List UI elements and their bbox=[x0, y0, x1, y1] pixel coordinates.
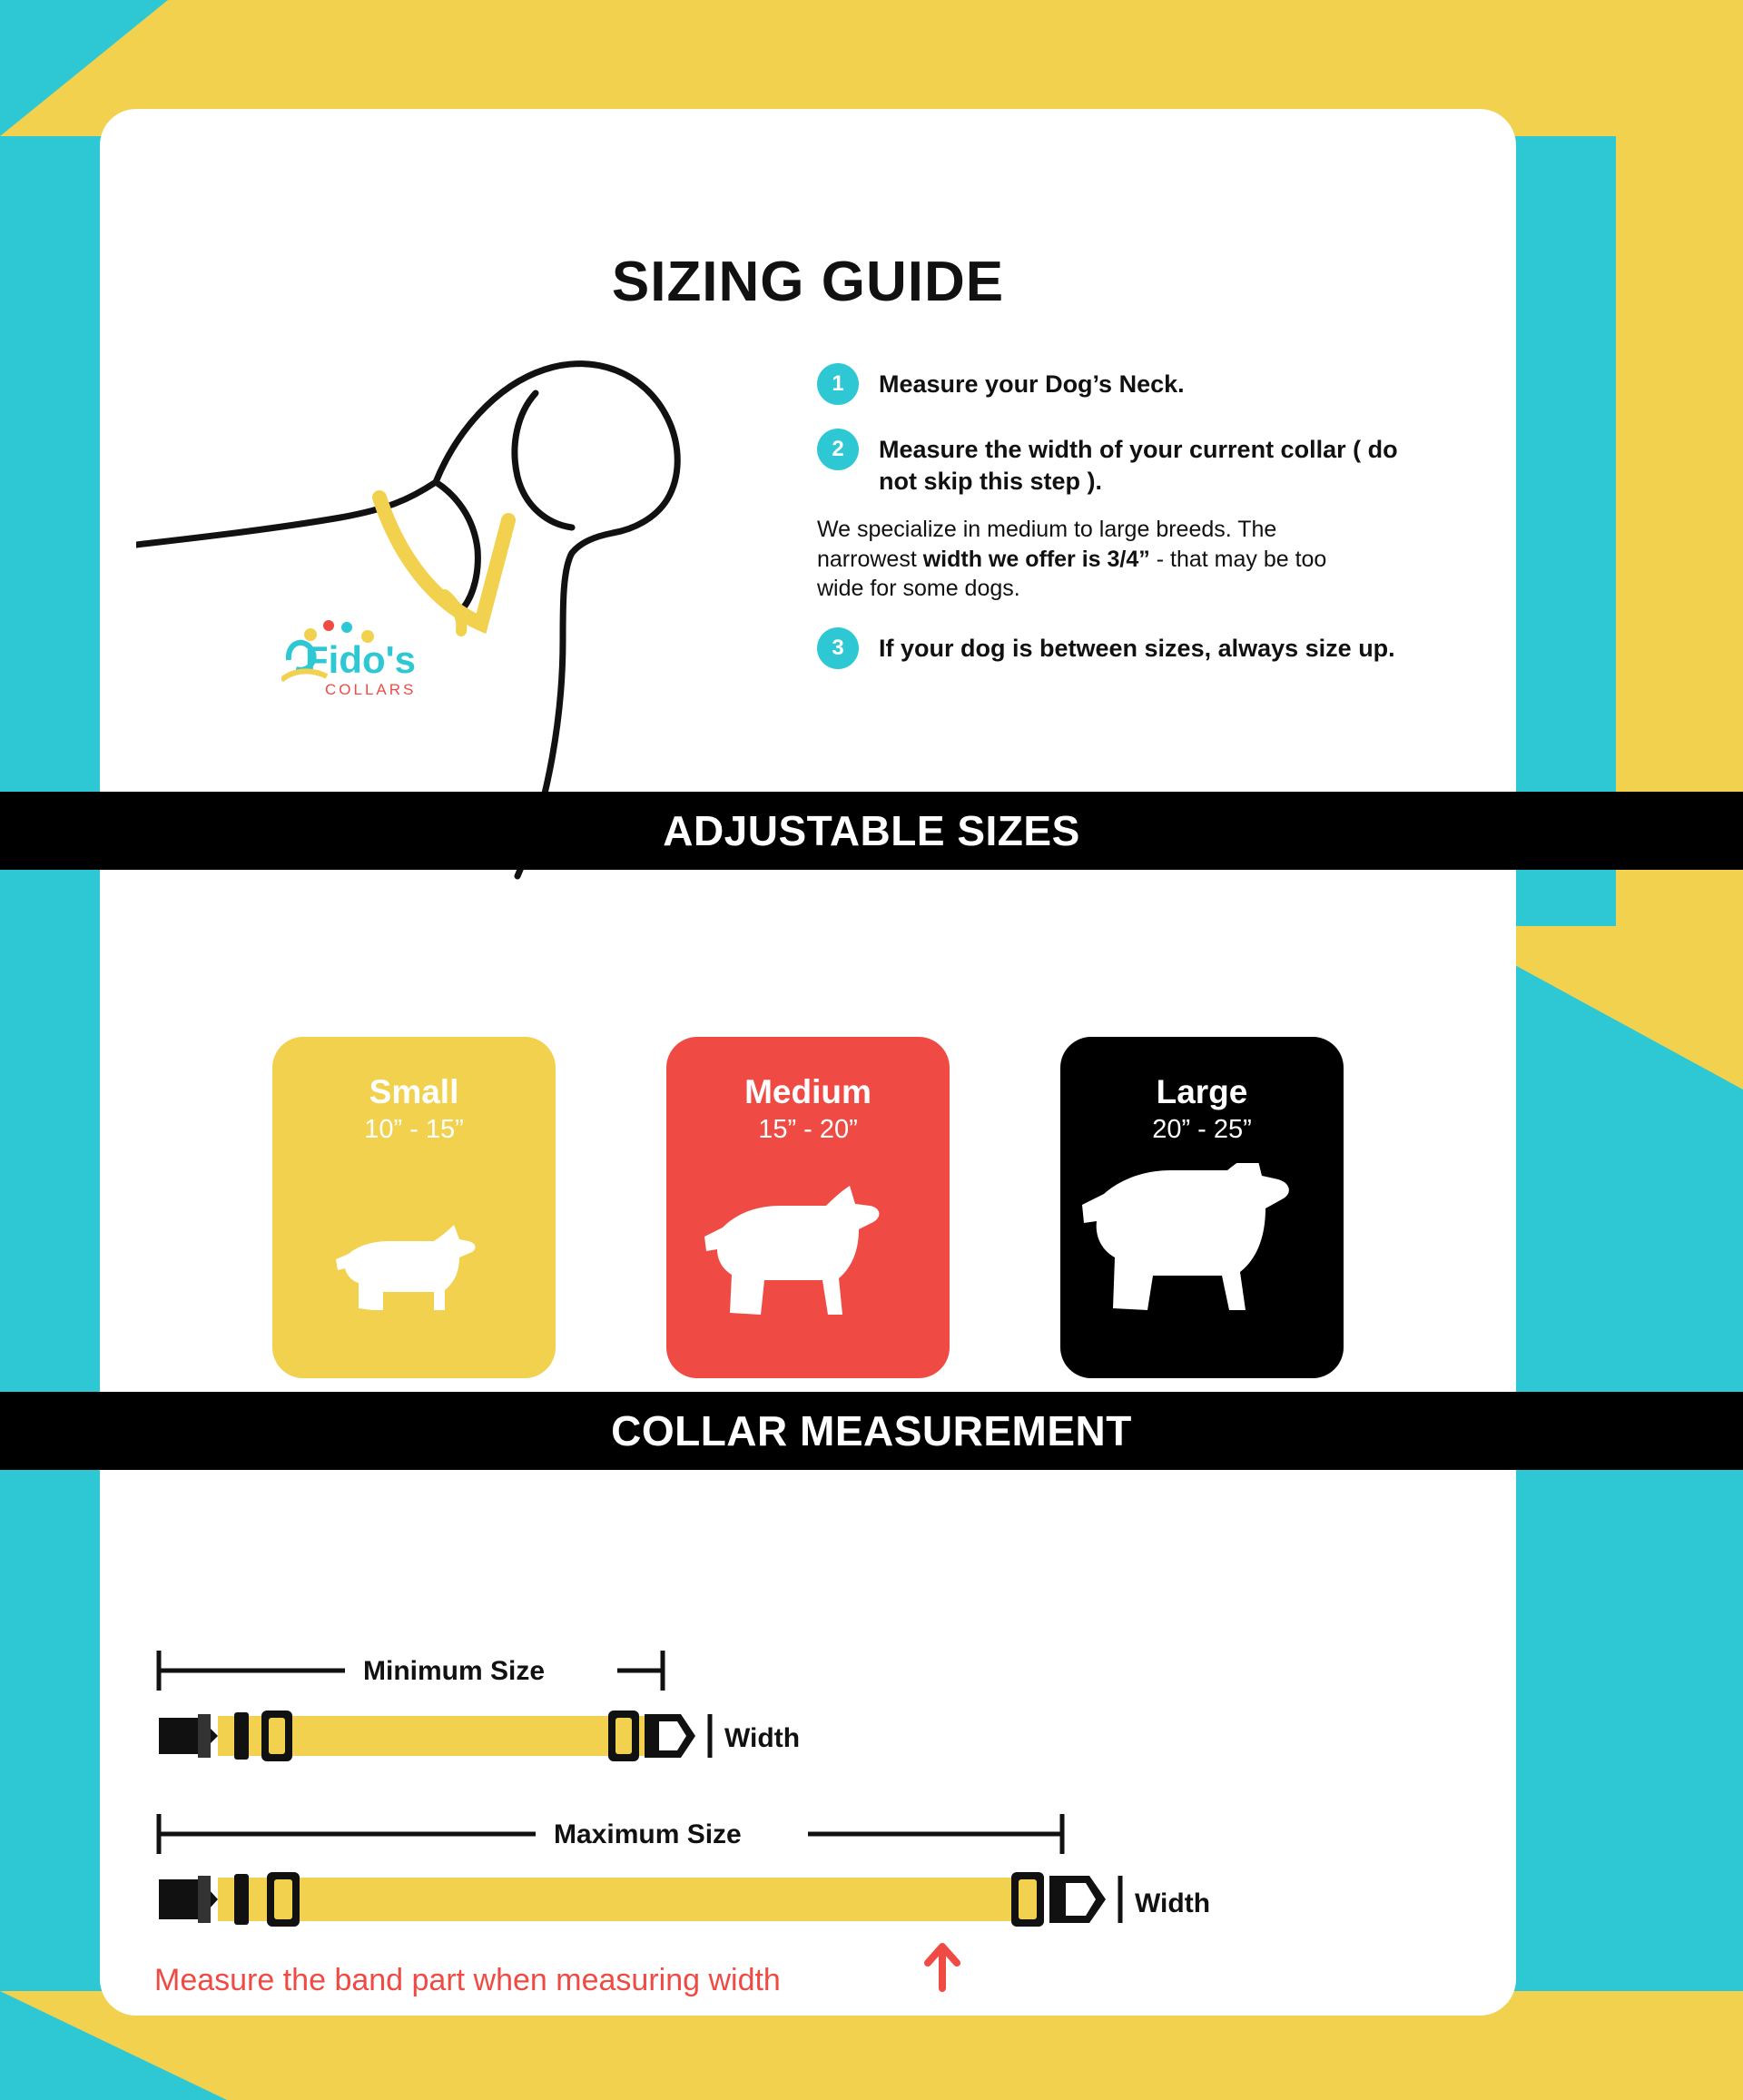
width-note-tail: - that may be too wide for some dogs. bbox=[817, 546, 1327, 602]
step-number-badge: 1 bbox=[817, 363, 859, 405]
width-label-minimum: Width bbox=[724, 1723, 801, 1753]
width-label-maximum: Width bbox=[1135, 1888, 1211, 1918]
brand-logo bbox=[281, 613, 481, 713]
size-card-medium bbox=[666, 1037, 950, 1378]
instruction-steps bbox=[817, 363, 1398, 693]
step-number-badge: 3 bbox=[817, 627, 859, 669]
step-item bbox=[817, 627, 1398, 669]
width-note bbox=[817, 515, 1362, 604]
size-card-range: 15” - 20” bbox=[758, 1115, 858, 1144]
brand-name: Fido's bbox=[305, 638, 416, 681]
section-band-collar-label: COLLAR MEASUREMENT bbox=[611, 1407, 1132, 1454]
maximum-size-label: Maximum Size bbox=[554, 1819, 742, 1849]
small-dog-silhouette-icon bbox=[272, 1208, 556, 1349]
size-card-name: Small bbox=[369, 1073, 459, 1110]
step-text: Measure your Dog’s Neck. bbox=[879, 370, 1185, 398]
collar-measurement-diagram bbox=[100, 1634, 1516, 2016]
size-card-large bbox=[1060, 1037, 1344, 1378]
size-card-range: 20” - 25” bbox=[1152, 1115, 1252, 1144]
section-band-collar-measurement bbox=[0, 1392, 1743, 1470]
width-note-bold: width we offer is 3/4” bbox=[922, 546, 1150, 572]
size-card-name: Large bbox=[1156, 1073, 1248, 1110]
step-number-badge: 2 bbox=[817, 429, 859, 470]
step-text: Measure the width of your current collar ( do not skip this step ). bbox=[879, 436, 1398, 495]
size-card-small bbox=[272, 1037, 556, 1378]
size-card-range: 10” - 15” bbox=[364, 1115, 464, 1144]
step-item bbox=[817, 429, 1398, 497]
size-cards bbox=[100, 1037, 1516, 1418]
background-stripe-right bbox=[1616, 0, 1743, 926]
sizing-guide-card bbox=[100, 109, 1516, 2016]
step-item bbox=[817, 363, 1398, 405]
section-band-adjustable-label: ADJUSTABLE SIZES bbox=[663, 807, 1080, 854]
step-text: If your dog is between sizes, always size up. bbox=[879, 634, 1395, 662]
medium-dog-silhouette-icon bbox=[666, 1186, 950, 1349]
brand-subtitle: COLLARS bbox=[325, 681, 417, 698]
minimum-size-label: Minimum Size bbox=[363, 1656, 546, 1686]
page-title: SIZING GUIDE bbox=[611, 251, 1005, 313]
section-band-adjustable-sizes bbox=[0, 792, 1743, 870]
large-dog-silhouette-icon bbox=[1060, 1163, 1344, 1349]
width-note-lead: We specialize in medium to large breeds. The narrowest bbox=[817, 517, 1277, 572]
size-card-name: Medium bbox=[744, 1073, 872, 1110]
measure-band-note: Measure the band part when measuring width bbox=[154, 1963, 781, 1997]
